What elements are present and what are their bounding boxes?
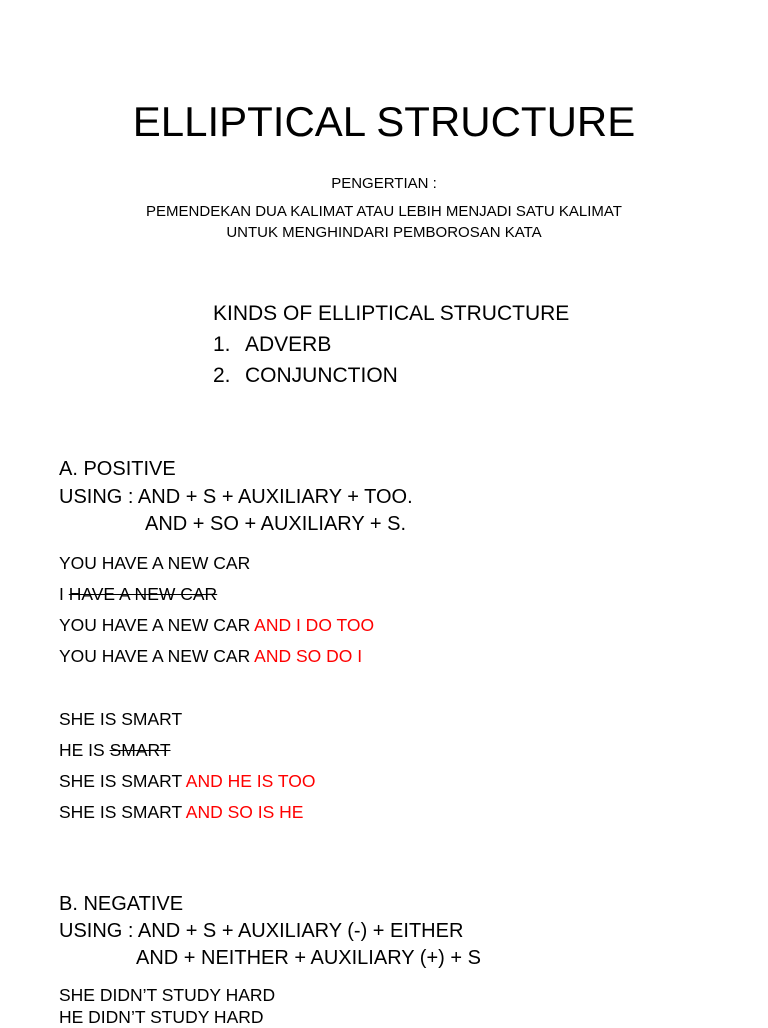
example-line: [59, 645, 362, 667]
kinds-item-label: CONJUNCTION: [245, 364, 398, 387]
example-ellipsis-text: AND I DO TOO: [254, 615, 375, 635]
example-plain-text: YOU HAVE A NEW CAR: [59, 553, 251, 573]
example-plain-text: SHE DIDN’T STUDY HARD: [59, 985, 276, 1005]
definition-line-2: UNTUK MENGHINDARI PEMBOROSAN KATA: [226, 224, 542, 241]
negative-heading: B. NEGATIVE: [59, 893, 184, 915]
example-plain-text: SHE IS SMART: [59, 771, 186, 791]
example-ellipsis-text: AND SO DO I: [254, 646, 363, 666]
example-struck-text: SMART: [109, 740, 171, 760]
example-line: [59, 984, 275, 1006]
example-plain-text: YOU HAVE A NEW CAR: [59, 646, 255, 666]
negative-using-2: AND + NEITHER + AUXILIARY (+) + S: [136, 947, 481, 969]
example-line: [59, 708, 182, 730]
definition-heading: PENGERTIAN :: [331, 175, 437, 192]
positive-using-1: USING : AND + S + AUXILIARY + TOO.: [59, 486, 413, 508]
kinds-item-conjunction: [213, 360, 398, 391]
example-line: [59, 583, 217, 605]
kinds-item-label: ADVERB: [245, 333, 332, 356]
positive-using-2: AND + SO + AUXILIARY + S.: [145, 513, 407, 535]
example-line: [59, 801, 303, 823]
kinds-item-number: 1.: [213, 333, 231, 356]
kinds-item-adverb: [213, 329, 331, 360]
example-line: [59, 552, 250, 574]
kinds-heading: KINDS OF ELLIPTICAL STRUCTURE: [213, 302, 570, 325]
example-plain-text: YOU HAVE A NEW CAR: [59, 615, 255, 635]
positive-heading: A. POSITIVE: [59, 458, 176, 480]
example-line: [59, 770, 315, 792]
example-line: [59, 1006, 264, 1028]
example-plain-text: HE IS: [59, 740, 110, 760]
example-line: [59, 614, 374, 636]
negative-using-1: USING : AND + S + AUXILIARY (-) + EITHER: [59, 920, 464, 942]
example-plain-text: HE DIDN’T STUDY HARD: [59, 1007, 264, 1027]
example-plain-text: SHE IS SMART: [59, 802, 186, 822]
example-line: [59, 739, 171, 761]
definition-line-1: PEMENDEKAN DUA KALIMAT ATAU LEBIH MENJADI SATU KALIMAT: [146, 203, 622, 220]
page-title: ELLIPTICAL STRUCTURE: [132, 98, 636, 145]
example-struck-text: HAVE A NEW CAR: [68, 584, 218, 604]
example-plain-text: I: [59, 584, 69, 604]
example-ellipsis-text: AND HE IS TOO: [185, 771, 316, 791]
example-ellipsis-text: AND SO IS HE: [185, 802, 304, 822]
kinds-item-number: 2.: [213, 364, 231, 387]
example-plain-text: SHE IS SMART: [59, 709, 183, 729]
